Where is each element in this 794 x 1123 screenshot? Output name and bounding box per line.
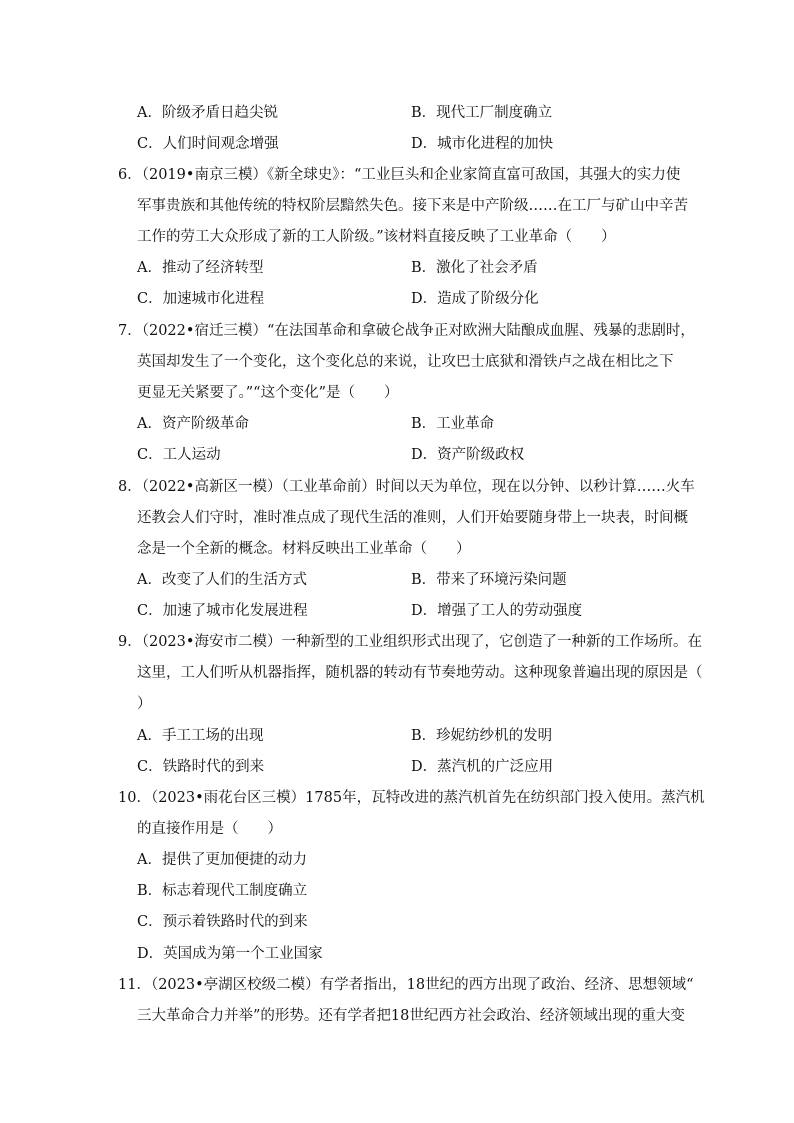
question-10-line-2: 的直接作用是（ ） bbox=[137, 821, 282, 837]
prev-option-a: A．阶级矛盾日趋尖锐 bbox=[137, 105, 278, 121]
question-source: （2019•南京三模） bbox=[141, 167, 267, 183]
question-9-line-2: 这里，工人们听从机器指挥，随机器的转动有节奏地劳动。这种现象普遍出现的原因是（ bbox=[137, 665, 703, 681]
question-11-line-2: 三大革命合力并举”的形势。还有学者把18世纪西方社会政治、经济领域出现的重大变 bbox=[137, 1008, 685, 1024]
question-number: 9． bbox=[118, 634, 142, 650]
q10-option-a: A．提供了更加便捷的动力 bbox=[137, 852, 307, 868]
question-7-line-3: 更显无关紧要了。”“这个变化”是（ ） bbox=[137, 385, 399, 401]
question-7-line-1 bbox=[118, 321, 695, 341]
question-source: （2022•宿迁三模） bbox=[141, 323, 267, 339]
question-text: “在法国革命和拿破仑战争正对欧洲大陆酿成血腥、残暴的悲剧时， bbox=[266, 323, 695, 339]
question-6-line-2: 军事贵族和其他传统的特权阶层黯然失色。接下来是中产阶级……在工厂与矿山中辛苦 bbox=[137, 198, 688, 214]
q9-option-a: A．手工工场的出现 bbox=[137, 728, 264, 744]
question-source: （2023•海安市二模） bbox=[141, 634, 282, 650]
question-source: （2022•高新区一模） bbox=[141, 479, 282, 495]
question-6-line-1 bbox=[118, 165, 681, 185]
q9-option-c: C．铁路时代的到来 bbox=[137, 759, 265, 775]
question-text: 一种新型的工业组织形式出现了，它创造了一种新的工作场所。在 bbox=[281, 634, 702, 650]
q7-option-a: A．资产阶级革命 bbox=[137, 416, 249, 432]
question-8-line-1 bbox=[118, 477, 695, 497]
question-source: （2023•雨花台区三模） bbox=[150, 790, 306, 806]
q8-option-c: C．加速了城市化发展进程 bbox=[137, 603, 308, 619]
question-8-line-3: 念是一个全新的概念。材料反映出工业革命（ ） bbox=[137, 541, 471, 557]
prev-option-b: B．现代工厂制度确立 bbox=[411, 105, 553, 121]
question-text: （工业革命前）时间以天为单位，现在以分钟、以秒计算……火车 bbox=[281, 479, 695, 495]
question-11-line-1 bbox=[118, 975, 694, 995]
q8-option-d: D．增强了工人的劳动强度 bbox=[411, 603, 583, 619]
question-number: 10． bbox=[118, 790, 151, 806]
q6-option-a: A．推动了经济转型 bbox=[137, 260, 264, 276]
question-7-line-2: 英国却发生了一个变化，这个变化总的来说，让攻巴士底狱和滑铁卢之战在相比之下 bbox=[137, 354, 674, 370]
q6-option-b: B．激化了社会矛盾 bbox=[411, 260, 538, 276]
question-text: 1785年，瓦特改进的蒸汽机首先在纺织部门投入使用。蒸汽机 bbox=[305, 790, 705, 806]
question-9-line-3: ） bbox=[137, 696, 152, 712]
question-text: 《新全球史》：“工业巨头和企业家简直富可敌国，其强大的实力使 bbox=[266, 167, 681, 183]
q9-option-b: B．珍妮纺纱机的发明 bbox=[411, 728, 553, 744]
prev-option-d: D．城市化进程的加快 bbox=[411, 136, 554, 152]
question-10-line-1 bbox=[118, 788, 705, 808]
q9-option-d: D．蒸汽机的广泛应用 bbox=[411, 759, 554, 775]
question-number: 7． bbox=[118, 323, 142, 339]
q10-option-b: B．标志着现代工制度确立 bbox=[137, 883, 308, 899]
question-number: 6． bbox=[118, 167, 142, 183]
question-8-line-2: 还教会人们守时，准时准点成了现代生活的准则，人们开始要随身带上一块表，时间概 bbox=[137, 510, 688, 526]
prev-option-c: C．人们时间观念增强 bbox=[137, 136, 279, 152]
q10-option-d: D．英国成为第一个工业国家 bbox=[137, 946, 323, 962]
question-number: 11． bbox=[118, 977, 151, 993]
q7-option-c: C．工人运动 bbox=[137, 447, 221, 463]
question-source: （2023•亭湖区校级二模） bbox=[150, 977, 320, 993]
q6-option-c: C．加速城市化进程 bbox=[137, 291, 265, 307]
question-number: 8． bbox=[118, 479, 142, 495]
question-9-line-1 bbox=[118, 632, 702, 652]
q8-option-a: A．改变了人们的生活方式 bbox=[137, 572, 307, 588]
question-text: 有学者指出，18世纪的西方出现了政治、经济、思想领域“ bbox=[319, 977, 694, 993]
q8-option-b: B．带来了环境污染问题 bbox=[411, 572, 567, 588]
q10-option-c: C．预示着铁路时代的到来 bbox=[137, 914, 308, 930]
q7-option-d: D．资产阶级政权 bbox=[411, 447, 525, 463]
q6-option-d: D．造成了阶级分化 bbox=[411, 291, 539, 307]
q7-option-b: B．工业革命 bbox=[411, 416, 495, 432]
question-6-line-3: 工作的劳工大众形成了新的工人阶级。”该材料直接反映了工业革命（ ） bbox=[137, 229, 616, 245]
